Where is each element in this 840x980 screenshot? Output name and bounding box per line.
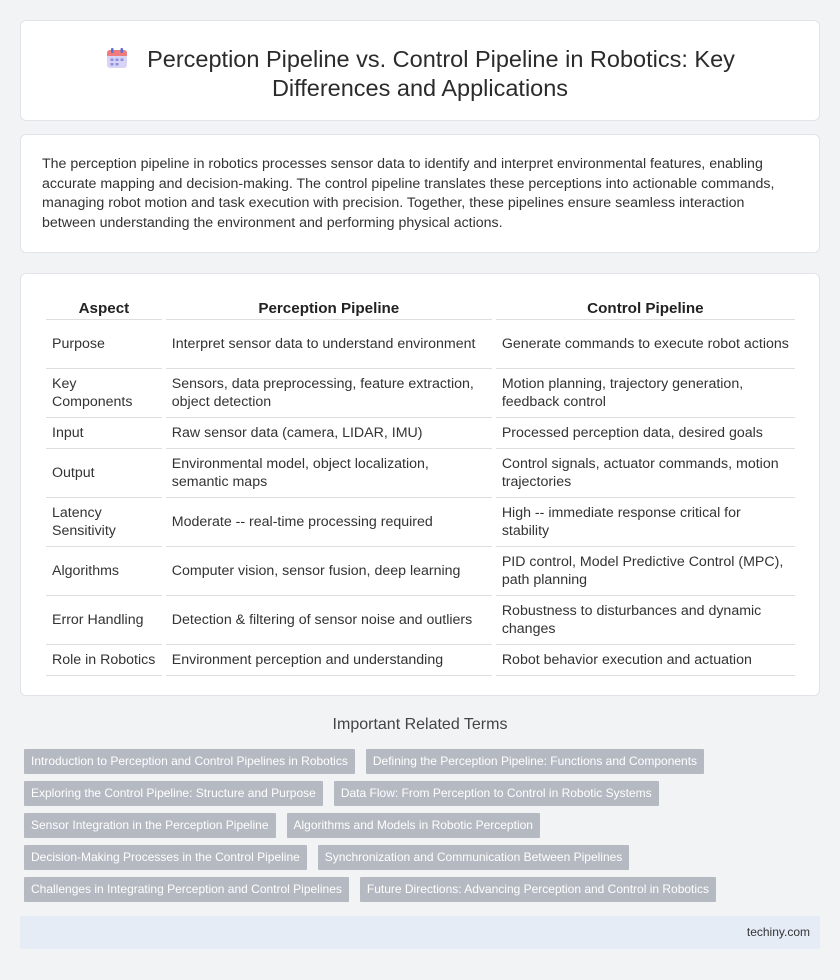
footer-site-link[interactable]: techiny.com: [746, 925, 810, 939]
table-row: [46, 547, 795, 596]
table-row: [46, 369, 795, 418]
table-header-row: [46, 298, 795, 320]
row-aspect: Role in Robotics: [46, 645, 162, 676]
row-perception: Moderate -- real-time processing required: [166, 498, 492, 547]
related-terms-list: [24, 749, 814, 909]
table-row: [46, 596, 795, 645]
table-row: [46, 320, 795, 369]
row-perception: Environmental model, object localization, semantic maps: [166, 449, 492, 498]
calendar-icon: [105, 46, 129, 70]
title-card: [20, 20, 820, 121]
row-control: Generate commands to execute robot actions: [496, 320, 795, 369]
intro-card: [20, 134, 820, 253]
row-control: Robot behavior execution and actuation: [496, 645, 795, 676]
related-term-tag[interactable]: Introduction to Perception and Control Pipelines in Robotics: [24, 749, 355, 774]
row-aspect: Error Handling: [46, 596, 162, 645]
header-perception: Perception Pipeline: [166, 298, 492, 320]
intro-paragraph: The perception pipeline in robotics processes sensor data to identify and interpret environmental features, enabling accurate mapping and decision-making. The control pipeline translates these perceptions into actionable commands, managing robot motion and task execution with precision. Together, these pipelines ensure seamless interaction between understanding the environment and performing physical actions.: [42, 156, 775, 231]
row-perception: Environment perception and understanding: [166, 645, 492, 676]
related-term-tag[interactable]: Defining the Perception Pipeline: Functions and Components: [366, 749, 704, 774]
row-control: PID control, Model Predictive Control (MPC), path planning: [496, 547, 795, 596]
row-control: Control signals, actuator commands, motion trajectories: [496, 449, 795, 498]
row-aspect: Latency Sensitivity: [46, 498, 162, 547]
table-row: [46, 418, 795, 449]
header-aspect: Aspect: [46, 298, 162, 320]
comparison-card: [20, 273, 820, 696]
related-term-tag[interactable]: Exploring the Control Pipeline: Structure and Purpose: [24, 781, 323, 806]
row-aspect: Purpose: [46, 320, 162, 369]
related-term-tag[interactable]: Algorithms and Models in Robotic Perception: [287, 813, 540, 838]
row-perception: Raw sensor data (camera, LIDAR, IMU): [166, 418, 492, 449]
related-term-tag[interactable]: Synchronization and Communication Between Pipelines: [318, 845, 630, 870]
footer-bar: [20, 916, 820, 949]
page-title-wrap: [21, 45, 819, 103]
related-term-tag[interactable]: Future Directions: Advancing Perception and Control in Robotics: [360, 877, 716, 902]
row-aspect: Input: [46, 418, 162, 449]
row-perception: Detection & filtering of sensor noise and outliers: [166, 596, 492, 645]
comparison-table: [42, 298, 799, 676]
related-term-tag[interactable]: Sensor Integration in the Perception Pipeline: [24, 813, 276, 838]
table-row: [46, 498, 795, 547]
row-perception: Sensors, data preprocessing, feature extraction, object detection: [166, 369, 492, 418]
header-control: Control Pipeline: [496, 298, 795, 320]
related-term-tag[interactable]: Challenges in Integrating Perception and Control Pipelines: [24, 877, 349, 902]
row-control: Motion planning, trajectory generation, feedback control: [496, 369, 795, 418]
row-perception: Interpret sensor data to understand environment: [166, 320, 492, 369]
row-aspect: Output: [46, 449, 162, 498]
table-row: [46, 645, 795, 676]
related-term-tag[interactable]: Data Flow: From Perception to Control in Robotic Systems: [334, 781, 659, 806]
row-perception: Computer vision, sensor fusion, deep learning: [166, 547, 492, 596]
related-term-tag[interactable]: Decision-Making Processes in the Control Pipeline: [24, 845, 307, 870]
page-title: Perception Pipeline vs. Control Pipeline in Robotics: Key Differences and Applications: [147, 46, 735, 101]
row-aspect: Key Components: [46, 369, 162, 418]
row-control: High -- immediate response critical for stability: [496, 498, 795, 547]
related-terms-heading: Important Related Terms: [332, 716, 508, 733]
row-aspect: Algorithms: [46, 547, 162, 596]
row-control: Processed perception data, desired goals: [496, 418, 795, 449]
table-row: [46, 449, 795, 498]
row-control: Robustness to disturbances and dynamic changes: [496, 596, 795, 645]
